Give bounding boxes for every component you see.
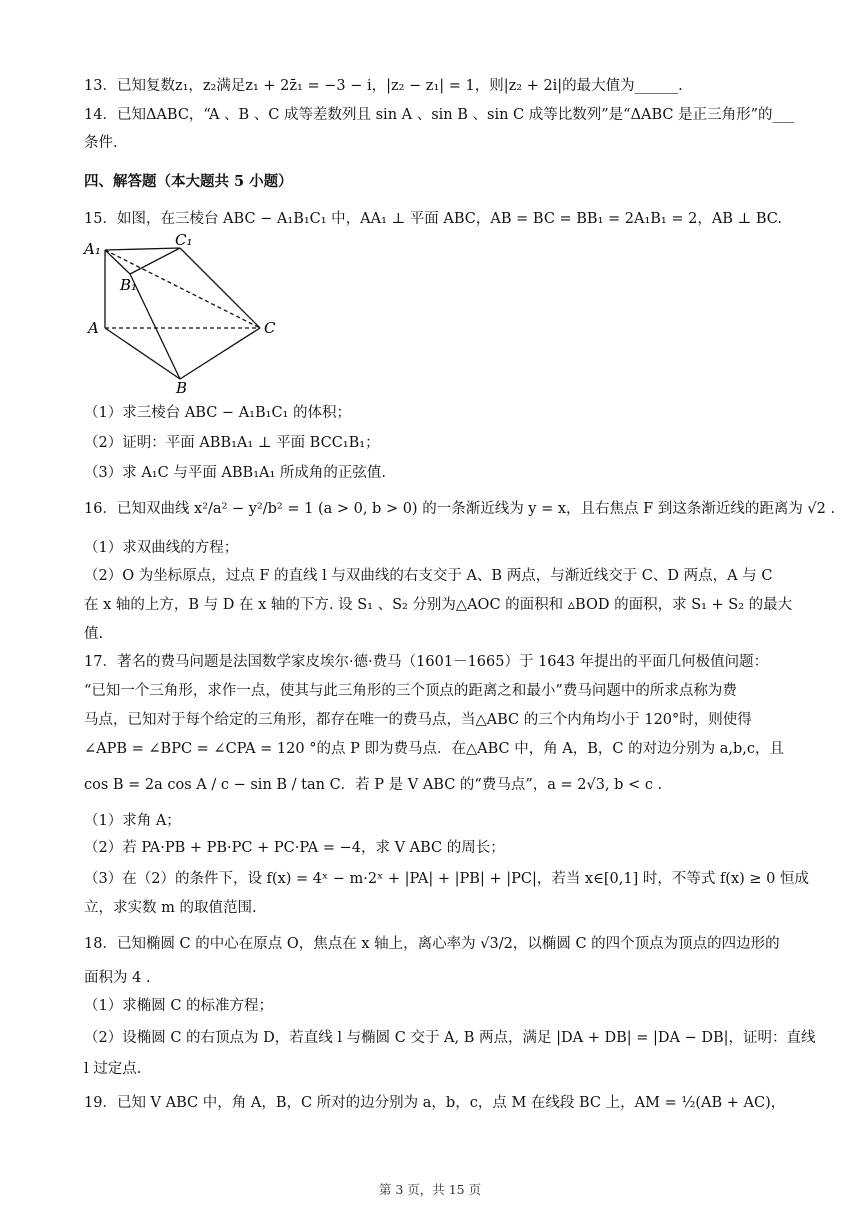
question-15-part-2: （2）证明：平面 ABB₁A₁ ⊥ 平面 BCC₁B₁； [84,435,380,451]
question-16: 16．已知双曲线 x²/a² − y²/b² = 1 (a > 0, b > 0) 的一条渐近线为 y = x，且右焦点 F 到这条渐近线的距离为 √2 . [84,501,836,517]
question-13: 13．已知复数z₁，z₂满足z₁ + 2z̄₁ = −3 − i，|z₂ − z₁| = 1，则|z₂ + 2i|的最大值为______. [84,78,683,94]
label-A1: A₁ [84,240,101,258]
frustum-diagram [80,234,300,394]
question-17-part-1: （1）求角 A； [84,813,181,829]
label-C1: C₁ [175,234,193,249]
question-19: 19．已知 V ABC 中，角 A，B，C 所对的边分别为 a，b，c，点 M 在线段 BC 上，AM = ½(AB + AC)， [84,1095,786,1111]
section-heading: 四、解答题（本大题共 5 小题） [84,173,293,190]
question-18-cont: 面积为 4 . [84,970,151,986]
question-17-line-2: “已知一个三角形，求作一点，使其与此三角形的三个顶点的距离之和最小”费马问题中的所求点称为费 [84,683,737,699]
question-14-cont: 条件. [84,135,118,151]
question-15: 15．如图，在三棱台 ABC − A₁B₁C₁ 中，AA₁ ⊥ 平面 ABC，AB = BC = BB₁ = 2A₁B₁ = 2，AB ⊥ BC. [84,211,782,227]
question-14: 14．已知ΔABC，“A 、B 、C 成等差数列且 sin A 、sin B 、sin C 成等比数列”是“ΔABC 是正三角形”的___ [84,107,795,123]
question-18: 18．已知椭圆 C 的中心在原点 O，焦点在 x 轴上，离心率为 √3/2，以椭圆 C 的四个顶点为顶点的四边形的 [84,936,780,952]
question-16-part-1: （1）求双曲线的方程； [84,540,239,556]
question-17-line-4: ∠APB = ∠BPC = ∠CPA = 120 °的点 P 即为费马点．在△ABC 中，角 A，B，C 的对边分别为 a,b,c，且 [84,741,785,757]
question-17: 17．著名的费马问题是法国数学家皮埃尔·德·费马（1601－1665）于 1643 年提出的平面几何极值问题： [84,654,769,670]
question-17-line-3: 马点，已知对于每个给定的三角形，都存在唯一的费马点，当△ABC 的三个内角均小于 120°时，则使得 [84,712,752,728]
question-17-part-3: （3）在（2）的条件下，设 f(x) = 4ˣ − m·2ˣ + |PA| + |PB| + |PC|，若当 x∈[0,1] 时，不等式 f(x) ≥ 0 恒成 [84,871,809,887]
question-18-part-2: （2）设椭圆 C 的右顶点为 D，若直线 l 与椭圆 C 交于 A, B 两点，满足 |DA + DB| = |DA − DB|，证明：直线 [84,1030,816,1046]
label-B1: B₁ [120,276,138,294]
label-A: A [88,319,99,337]
question-18-part-1: （1）求椭圆 C 的标准方程； [84,998,274,1014]
question-15-part-1: （1）求三棱台 ABC − A₁B₁C₁ 的体积； [84,405,351,421]
label-C: C [264,319,276,337]
question-17-part-2: （2）若 PA·PB + PB·PC + PC·PA = −4，求 V ABC 的周长； [84,840,505,856]
question-18-part-2-cont: l 过定点. [84,1061,142,1077]
question-17-part-3-cont: 立，求实数 m 的取值范围. [84,900,257,916]
question-16-part-2-cont: 在 x 轴的上方，B 与 D 在 x 轴的下方. 设 S₁ 、S₂ 分别为△AOC 的面积和 ▵BOD 的面积，求 S₁ + S₂ 的最大 [84,597,793,613]
label-B: B [176,379,188,394]
question-16-part-2: （2）O 为坐标原点，过点 F 的直线 l 与双曲线的右支交于 A、B 两点，与渐近线交于 C、D 两点，A 与 C [84,568,773,584]
question-16-part-2-end: 值. [84,626,104,642]
question-15-part-3: （3）求 A₁C 与平面 ABB₁A₁ 所成角的正弦值. [84,465,387,481]
question-17-line-5: cos B = 2a cos A / c − sin B / tan C．若 P 是 V ABC 的“费马点”，a = 2√3, b < c . [84,777,663,793]
page-footer: 第 3 页，共 15 页 [378,1182,482,1197]
frustum-figure [80,234,300,394]
